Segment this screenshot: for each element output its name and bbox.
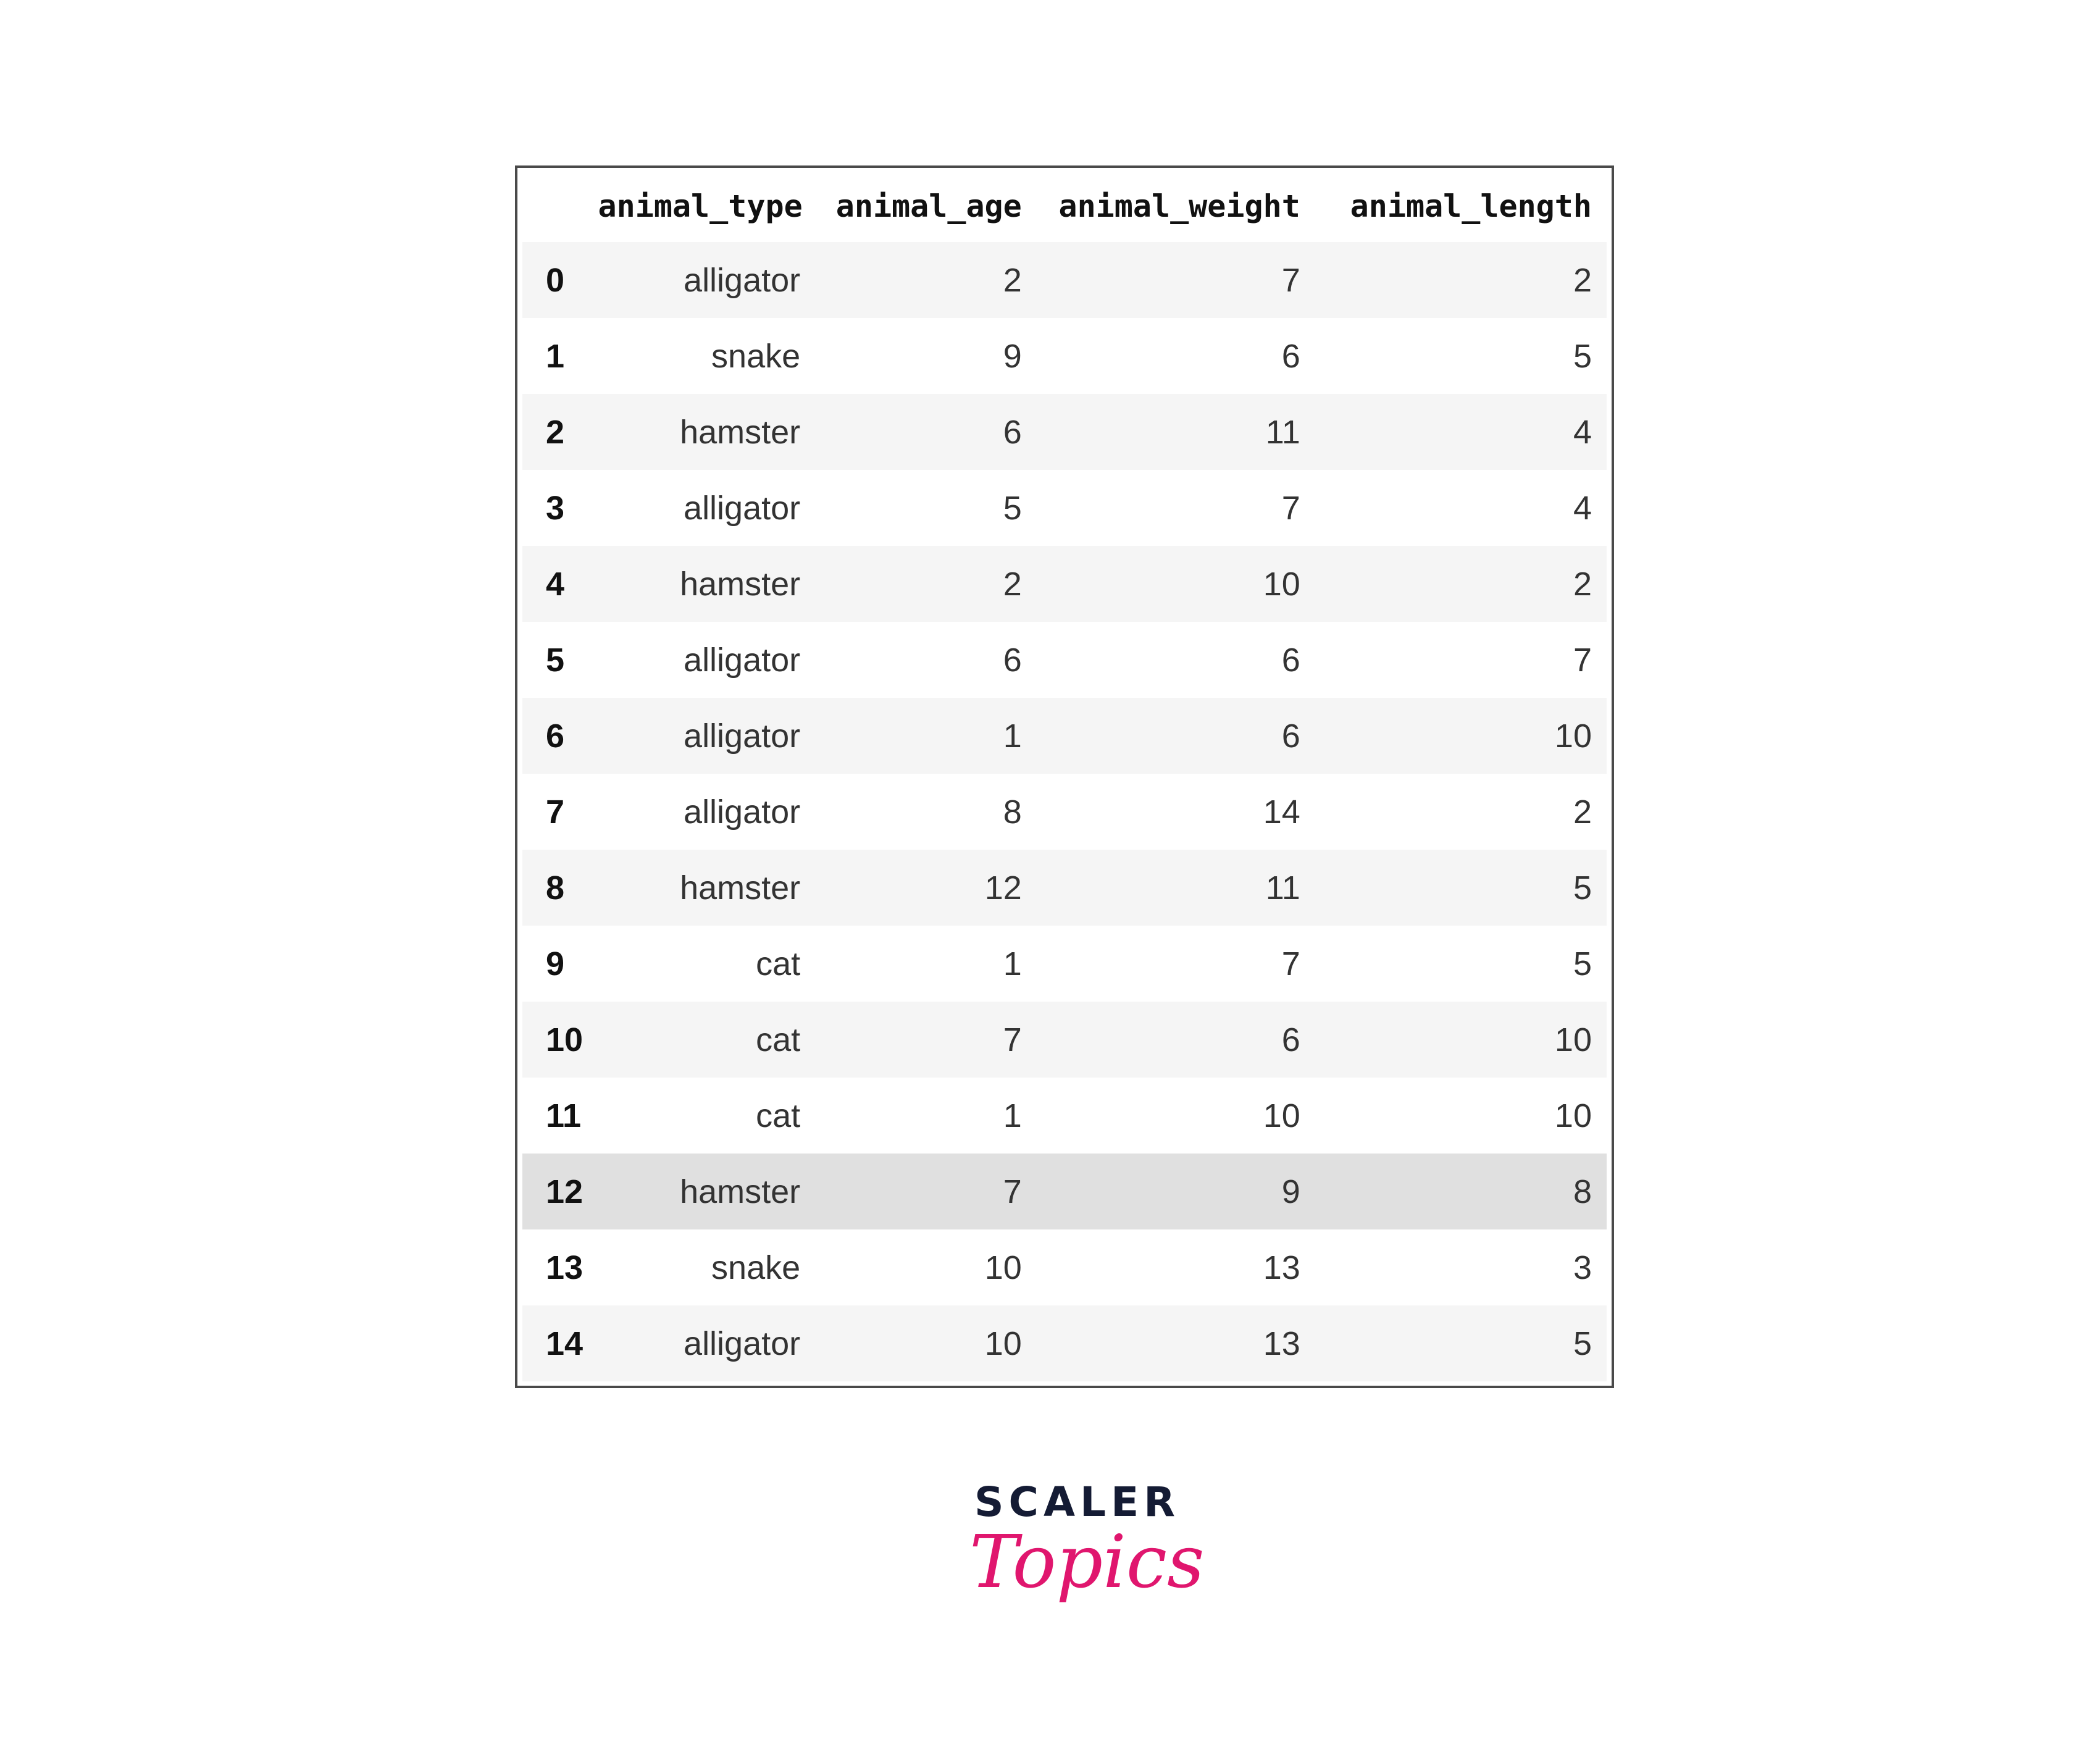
table-row — [522, 546, 1607, 622]
table-row — [522, 622, 1607, 698]
table-row — [522, 394, 1607, 470]
row-index: 7 — [546, 793, 565, 831]
cell-animal-weight: 14 — [1263, 793, 1300, 831]
table-row — [522, 1154, 1607, 1229]
cell-animal-weight: 13 — [1263, 1325, 1300, 1362]
row-index: 3 — [546, 489, 565, 527]
cell-animal-age: 10 — [984, 1249, 1022, 1286]
row-index: 4 — [546, 565, 565, 603]
cell-animal-type: hamster — [680, 413, 801, 451]
cell-animal-weight: 7 — [1281, 489, 1300, 527]
cell-animal-length: 2 — [1573, 261, 1592, 299]
cell-animal-weight: 11 — [1265, 413, 1300, 451]
cell-animal-type: alligator — [684, 261, 801, 299]
cell-animal-age: 2 — [1003, 261, 1022, 299]
row-index: 0 — [546, 261, 565, 299]
cell-animal-weight: 10 — [1263, 565, 1300, 603]
cell-animal-weight: 7 — [1281, 945, 1300, 982]
cell-animal-length: 2 — [1573, 565, 1592, 603]
cell-animal-age: 10 — [984, 1325, 1022, 1362]
cell-animal-weight: 9 — [1281, 1173, 1300, 1210]
cell-animal-type: cat — [756, 1021, 801, 1058]
logo-scaler-text: SCALER — [974, 1478, 1181, 1526]
row-index: 9 — [546, 945, 565, 982]
cell-animal-weight: 6 — [1281, 641, 1300, 679]
column-header-animal-type: animal_type — [598, 188, 803, 224]
cell-animal-age: 7 — [1003, 1021, 1022, 1058]
cell-animal-type: alligator — [684, 641, 801, 679]
cell-animal-type: alligator — [684, 489, 801, 527]
row-index: 1 — [546, 337, 565, 375]
cell-animal-length: 4 — [1573, 489, 1592, 527]
logo-topics-script — [963, 1519, 1205, 1643]
cell-animal-type: cat — [756, 945, 801, 982]
column-header-animal-length: animal_length — [1350, 188, 1592, 224]
table-row — [522, 470, 1607, 546]
cell-animal-age: 8 — [1003, 793, 1022, 831]
table-header — [522, 170, 1607, 242]
row-index: 2 — [546, 413, 565, 451]
cell-animal-length: 10 — [1554, 1021, 1592, 1058]
cell-animal-length: 3 — [1573, 1249, 1592, 1286]
header-row — [522, 170, 1607, 242]
cell-animal-type: hamster — [680, 1173, 801, 1210]
cell-animal-age: 5 — [1003, 489, 1022, 527]
table-row — [522, 1229, 1607, 1305]
cell-animal-weight: 6 — [1281, 337, 1300, 375]
cell-animal-weight: 10 — [1263, 1097, 1300, 1134]
table-body — [522, 242, 1607, 1381]
cell-animal-age: 1 — [1003, 945, 1022, 982]
row-index: 5 — [546, 641, 565, 679]
cell-animal-age: 6 — [1003, 413, 1022, 451]
cell-animal-type: alligator — [684, 717, 801, 755]
table-row — [522, 850, 1607, 926]
column-header-animal-weight: animal_weight — [1058, 188, 1300, 224]
cell-animal-weight: 6 — [1281, 717, 1300, 755]
table-row — [522, 1002, 1607, 1078]
row-index: 8 — [546, 869, 565, 907]
column-header-animal-age: animal_age — [835, 188, 1022, 224]
row-index: 6 — [546, 717, 565, 755]
table-row — [522, 926, 1607, 1002]
cell-animal-length: 4 — [1573, 413, 1592, 451]
cell-animal-length: 8 — [1573, 1173, 1592, 1210]
dataframe-output — [515, 165, 1614, 1388]
cell-animal-length: 5 — [1573, 869, 1592, 907]
cell-animal-weight: 11 — [1265, 869, 1300, 907]
cell-animal-type: hamster — [680, 565, 801, 603]
cell-animal-length: 7 — [1573, 641, 1592, 679]
table-row — [522, 318, 1607, 394]
cell-animal-weight: 6 — [1281, 1021, 1300, 1058]
cell-animal-age: 1 — [1003, 1097, 1022, 1134]
table-row — [522, 242, 1607, 318]
cell-animal-age: 1 — [1003, 717, 1022, 755]
cell-animal-age: 6 — [1003, 641, 1022, 679]
cell-animal-length: 5 — [1573, 337, 1592, 375]
cell-animal-age: 12 — [984, 869, 1022, 907]
cell-animal-length: 5 — [1573, 1325, 1592, 1362]
logo-topics-text: Topics — [969, 1519, 1205, 1604]
cell-animal-length: 10 — [1554, 717, 1592, 755]
cell-animal-age: 9 — [1003, 337, 1022, 375]
table-row — [522, 774, 1607, 850]
table-row — [522, 698, 1607, 774]
row-index: 14 — [546, 1325, 584, 1362]
cell-animal-type: alligator — [684, 1325, 801, 1362]
index-column-header — [522, 170, 598, 242]
table-row — [522, 1305, 1607, 1381]
row-index: 13 — [546, 1249, 584, 1286]
row-index: 10 — [546, 1021, 584, 1058]
table-row — [522, 1078, 1607, 1154]
cell-animal-age: 7 — [1003, 1173, 1022, 1210]
cell-animal-type: hamster — [680, 869, 801, 907]
scaler-topics-logo — [963, 1478, 1205, 1643]
cell-animal-length: 2 — [1573, 793, 1592, 831]
row-index: 11 — [546, 1097, 582, 1134]
row-index: 12 — [546, 1173, 584, 1210]
cell-animal-type: cat — [756, 1097, 801, 1134]
cell-animal-type: snake — [711, 1249, 801, 1286]
cell-animal-length: 5 — [1573, 945, 1592, 982]
cell-animal-weight: 7 — [1281, 261, 1300, 299]
cell-animal-length: 10 — [1554, 1097, 1592, 1134]
cell-animal-weight: 13 — [1263, 1249, 1300, 1286]
dataframe-table — [522, 170, 1607, 1381]
cell-animal-age: 2 — [1003, 565, 1022, 603]
cell-animal-type: alligator — [684, 793, 801, 831]
cell-animal-type: snake — [711, 337, 801, 375]
